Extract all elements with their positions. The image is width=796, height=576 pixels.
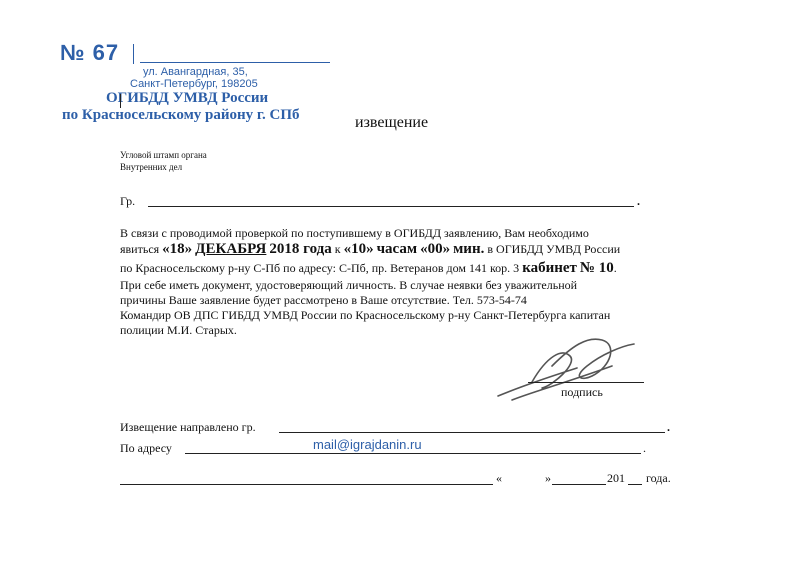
appointment-month: ДЕКАБРЯ <box>195 241 267 257</box>
address-text: по Красносельскому р-ну С-Пб по адресу: С-Пб, пр. Ветеранов дом 141 кор. 3 <box>120 261 520 275</box>
hours-word: часам <box>376 241 418 257</box>
appointment-minute: «00» <box>420 241 451 257</box>
stamp-org-line1: ОГИБДД УМВД России <box>106 90 269 106</box>
date-month-underline <box>552 484 606 485</box>
appointment-year: 2018 года <box>269 241 332 257</box>
address-end: . <box>643 441 646 455</box>
stamp-org-line2: по Красносельскому району г. СПб <box>62 107 300 123</box>
appointment-day: «18» <box>162 241 193 257</box>
body-line-2 <box>120 242 676 257</box>
stamp-number: № 67 <box>60 40 120 65</box>
sent-to-end: . <box>667 420 670 434</box>
text-cursor <box>120 94 121 108</box>
date-line-underline <box>120 484 493 485</box>
date-year-word: года. <box>646 471 671 485</box>
document-title: извещение <box>355 114 429 131</box>
address-label: По адресу <box>120 441 172 455</box>
minutes-word: мин. <box>453 241 485 257</box>
cabinet-number: № 10 <box>579 260 614 276</box>
body-line-7: полиции М.И. Старых. <box>120 323 237 337</box>
k-word: к <box>334 242 341 256</box>
recipient-label: Гр. <box>120 194 136 208</box>
line-3-end: . <box>613 261 617 275</box>
date-year-underline <box>628 484 642 485</box>
address-underline <box>185 453 641 454</box>
office-text: в ОГИБДД УМВД России <box>487 242 621 256</box>
signature-label: подпись <box>561 385 603 399</box>
body-line-5: причины Ваше заявление будет рассмотрено в Ваше отсутствие. Тел. 573-54-74 <box>120 293 527 307</box>
date-quote-close: » <box>545 471 551 485</box>
cabinet-word: кабинет <box>522 260 577 276</box>
sent-to-label: Извещение направлено гр. <box>120 420 256 434</box>
corner-stamp-note-line2: Внутренних дел <box>120 162 183 172</box>
stamp-divider <box>133 44 134 64</box>
date-quote-open: « <box>496 471 502 485</box>
body-line-6: Командир ОВ ДПС ГИБДД УМВД России по Красносельскому р-ну Санкт-Петербурга капитан <box>120 308 611 322</box>
stamp-address-line1: ул. Авангардная, 35, <box>143 66 248 78</box>
signature-underline <box>528 382 644 383</box>
body-line-1: В связи с проводимой проверкой по поступившему в ОГИБДД заявлению, Вам необходимо <box>120 226 589 240</box>
body-line-3 <box>120 261 676 276</box>
date-year-prefix: 201 <box>607 471 625 485</box>
stamp-underline <box>140 62 330 63</box>
sent-to-underline <box>279 432 665 433</box>
stamp-address-line2: Санкт-Петербург, 198205 <box>130 78 258 90</box>
recipient-underline <box>148 206 634 207</box>
recipient-end: . <box>637 194 640 208</box>
body-line-4: При себе иметь документ, удостоверяющий личность. В случае неявки без уважительной <box>120 278 578 292</box>
appear-word: явиться <box>120 242 160 256</box>
address-email: mail@igrajdanin.ru <box>313 437 422 452</box>
corner-stamp-note-line1: Угловой штамп органа <box>120 150 207 160</box>
appointment-hour: «10» <box>343 241 374 257</box>
